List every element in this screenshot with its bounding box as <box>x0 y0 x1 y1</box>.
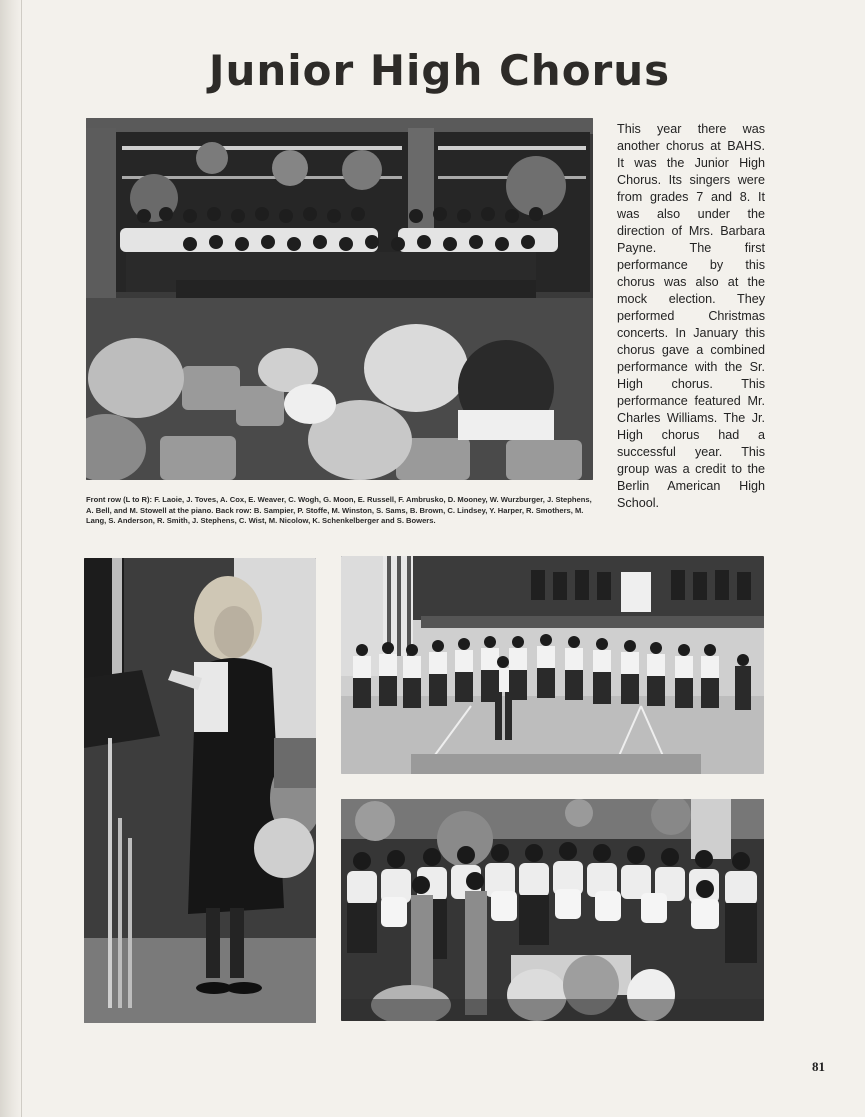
page-binding-line <box>21 0 22 1117</box>
photo-caption: Front row (L to R): F. Laoie, J. Toves, A. Cox, E. Weaver, C. Wogh, G. Moon, E. Russell, F. Ambrusko, D. Mooney, W. Wurzburger, J. Stephens, A. Bell, and M. Stowell at the piano. Back row: B. Sampier, P. Stoffe, M. Winston, S. Sams, B. Brown, C. Lindsey, Y. Harper, R. Smothers, M. Lang, S. Anderson, R. Smith, J. Stephens, C. Wist, M. Nicolow, K. Schenkelberger and S. Bowers. <box>86 495 592 526</box>
director-photo <box>84 558 316 1023</box>
page-binding-edge <box>0 0 22 1117</box>
story-text: This year there was another chorus at BAHS. It was the Junior High Chorus. Its singers were from grades 7 and 8. It was also under the direction of Mrs. Barbara Payne. The first performance by this chorus was also at the mock election. They performed Christmas concerts. In January this chorus gave a combined performance with the Sr. High chorus. This performance featured Mr. Charles Williams. The Jr. High chorus had a successful year. This group was a credit to the Berlin American High School. <box>617 122 765 510</box>
gym-performance-photo <box>341 556 764 774</box>
page-title: Junior High Chorus <box>208 46 671 95</box>
stage-chorus-photo <box>341 799 764 1021</box>
page-number: 81 <box>812 1059 825 1074</box>
chorus-stage-photo <box>86 118 593 480</box>
